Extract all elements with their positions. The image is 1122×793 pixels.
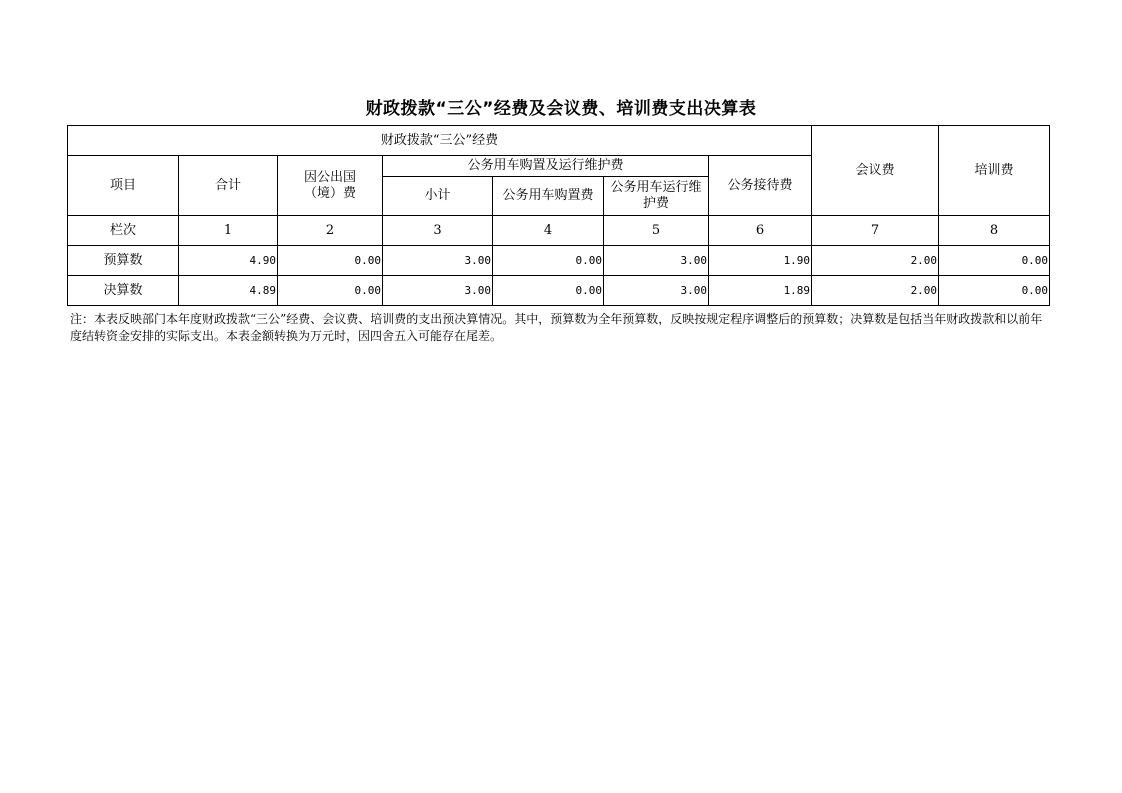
cell-value: 1.90	[709, 246, 812, 276]
cell-value: 3.00	[383, 246, 493, 276]
cell-value: 0.00	[278, 246, 383, 276]
header-item: 项目	[68, 156, 179, 216]
column-number: 5	[604, 216, 709, 246]
table-row-final	[68, 276, 1050, 306]
cell-value: 0.00	[278, 276, 383, 306]
cell-value: 0.00	[939, 246, 1050, 276]
header-training: 培训费	[939, 126, 1050, 216]
column-number: 4	[493, 216, 604, 246]
column-number: 2	[278, 216, 383, 246]
header-subtotal: 小计	[383, 177, 493, 216]
cell-value: 4.89	[179, 276, 278, 306]
column-number: 7	[812, 216, 939, 246]
header-reception: 公务接待费	[709, 156, 812, 216]
header-vehicle-purchase: 公务用车购置费	[493, 177, 604, 216]
header-meeting: 会议费	[812, 126, 939, 216]
column-number-label: 栏次	[68, 216, 179, 246]
header-sangong-group: 财政拨款“三公”经费	[68, 126, 812, 156]
cell-value: 0.00	[493, 246, 604, 276]
header-total: 合计	[179, 156, 278, 216]
row-label: 预算数	[68, 246, 179, 276]
cell-value: 0.00	[939, 276, 1050, 306]
column-number: 6	[709, 216, 812, 246]
cell-value: 2.00	[812, 246, 939, 276]
expenditure-table	[67, 125, 1050, 306]
cell-value: 1.89	[709, 276, 812, 306]
table-row-budget	[68, 246, 1050, 276]
cell-value: 3.00	[604, 276, 709, 306]
table-note: 注：本表反映部门本年度财政拨款“三公”经费、会议费、培训费的支出预决算情况。其中，预算数为全年预算数，反映按规定程序调整后的预算数；决算数是包括当年财政拨款和以前年度结转资金安排的实际支出。本表金额转换为万元时，因四舍五入可能存在尾差。	[70, 312, 1043, 343]
header-row-1	[68, 126, 1050, 156]
cell-value: 4.90	[179, 246, 278, 276]
header-vehicle-operation: 公务用车运行维护费	[604, 177, 709, 216]
page-title: 财政拨款“三公”经费及会议费、培训费支出决算表	[365, 99, 757, 119]
header-vehicle-group: 公务用车购置及运行维护费	[383, 156, 709, 177]
cell-value: 3.00	[604, 246, 709, 276]
column-number: 3	[383, 216, 493, 246]
cell-value: 2.00	[812, 276, 939, 306]
column-number: 8	[939, 216, 1050, 246]
header-abroad: 因公出国（境）费	[278, 156, 383, 216]
cell-value: 0.00	[493, 276, 604, 306]
column-number: 1	[179, 216, 278, 246]
row-label: 决算数	[68, 276, 179, 306]
column-number-row	[68, 216, 1050, 246]
cell-value: 3.00	[383, 276, 493, 306]
